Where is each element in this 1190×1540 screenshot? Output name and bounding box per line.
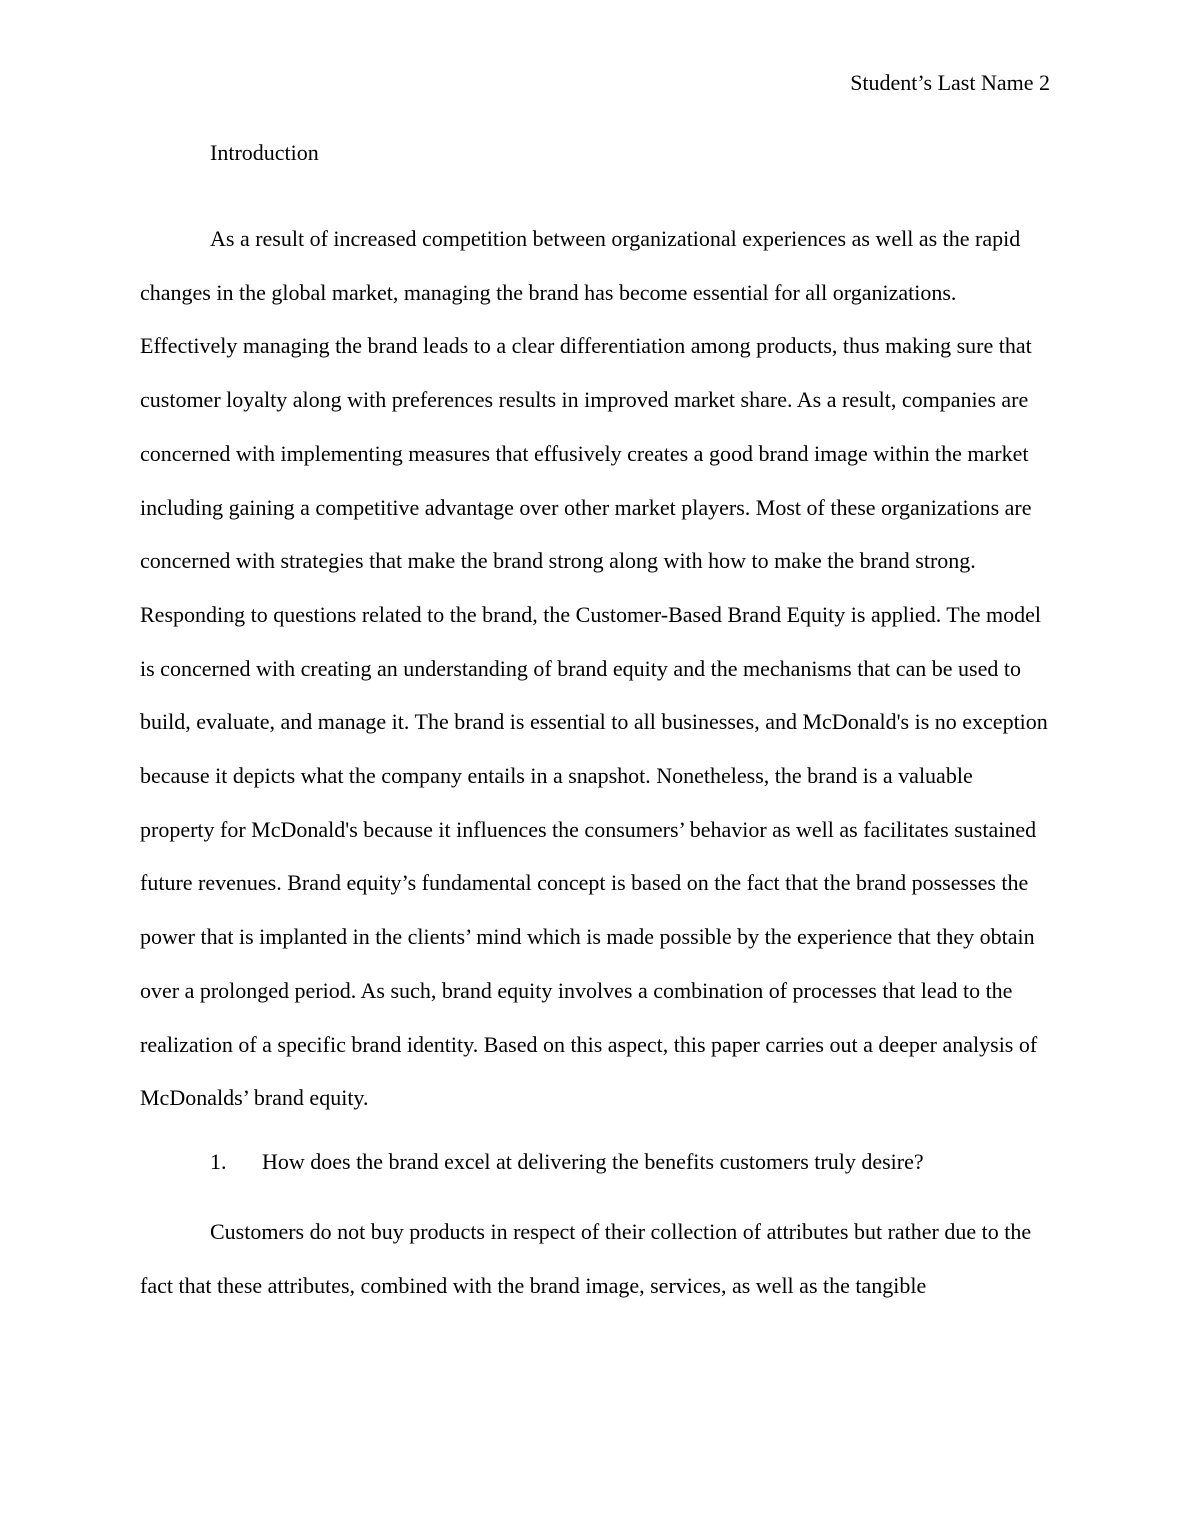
question-text: How does the brand excel at delivering the benefits customers truly desire? <box>262 1148 924 1174</box>
section-heading: Introduction <box>210 140 319 165</box>
document-body <box>140 138 1050 1312</box>
answer-paragraph: Customers do not buy products in respect of their collection of attributes but rather due to the fact that these attributes, combined with the brand image, services, as well as the tangible <box>140 1218 1032 1298</box>
question-item <box>140 1147 1050 1177</box>
question-number: 1. <box>210 1148 227 1174</box>
intro-paragraph: As a result of increased competition between organizational experiences as well as the rapid changes in the global market, managing the brand has become essential for all organizations. Effectively managing the brand leads to a clear differentiation among products, thus making sure that customer loyalty along with preferences results in improved market share. As a result, companies are concerned with implementing measures that effusively creates a good brand image within the market including gaining a competitive advantage over other market players. Most of these organizations are concerned with strategies that make the brand strong along with how to make the brand strong. Responding to questions related to the brand, the Customer-Based Brand Equity is applied. The model is concerned with creating an understanding of brand equity and the mechanisms that can be used to build, evaluate, and manage it. The brand is essential to all businesses, and McDonald's is no exception because it depicts what the company entails in a snapshot. Nonetheless, the brand is a valuable property for McDonald's because it influences the consumers’ behavior as well as facilitates sustained future revenues. Brand equity’s fundamental concept is based on the fact that the brand possesses the power that is implanted in the clients’ mind which is made possible by the experience that they obtain over a prolonged period. As such, brand equity involves a combination of processes that lead to the realization of a specific brand identity. Based on this aspect, this paper carries out a deeper analysis of McDonalds’ brand equity. <box>140 226 1048 1111</box>
running-head: Student’s Last Name 2 <box>850 70 1050 95</box>
